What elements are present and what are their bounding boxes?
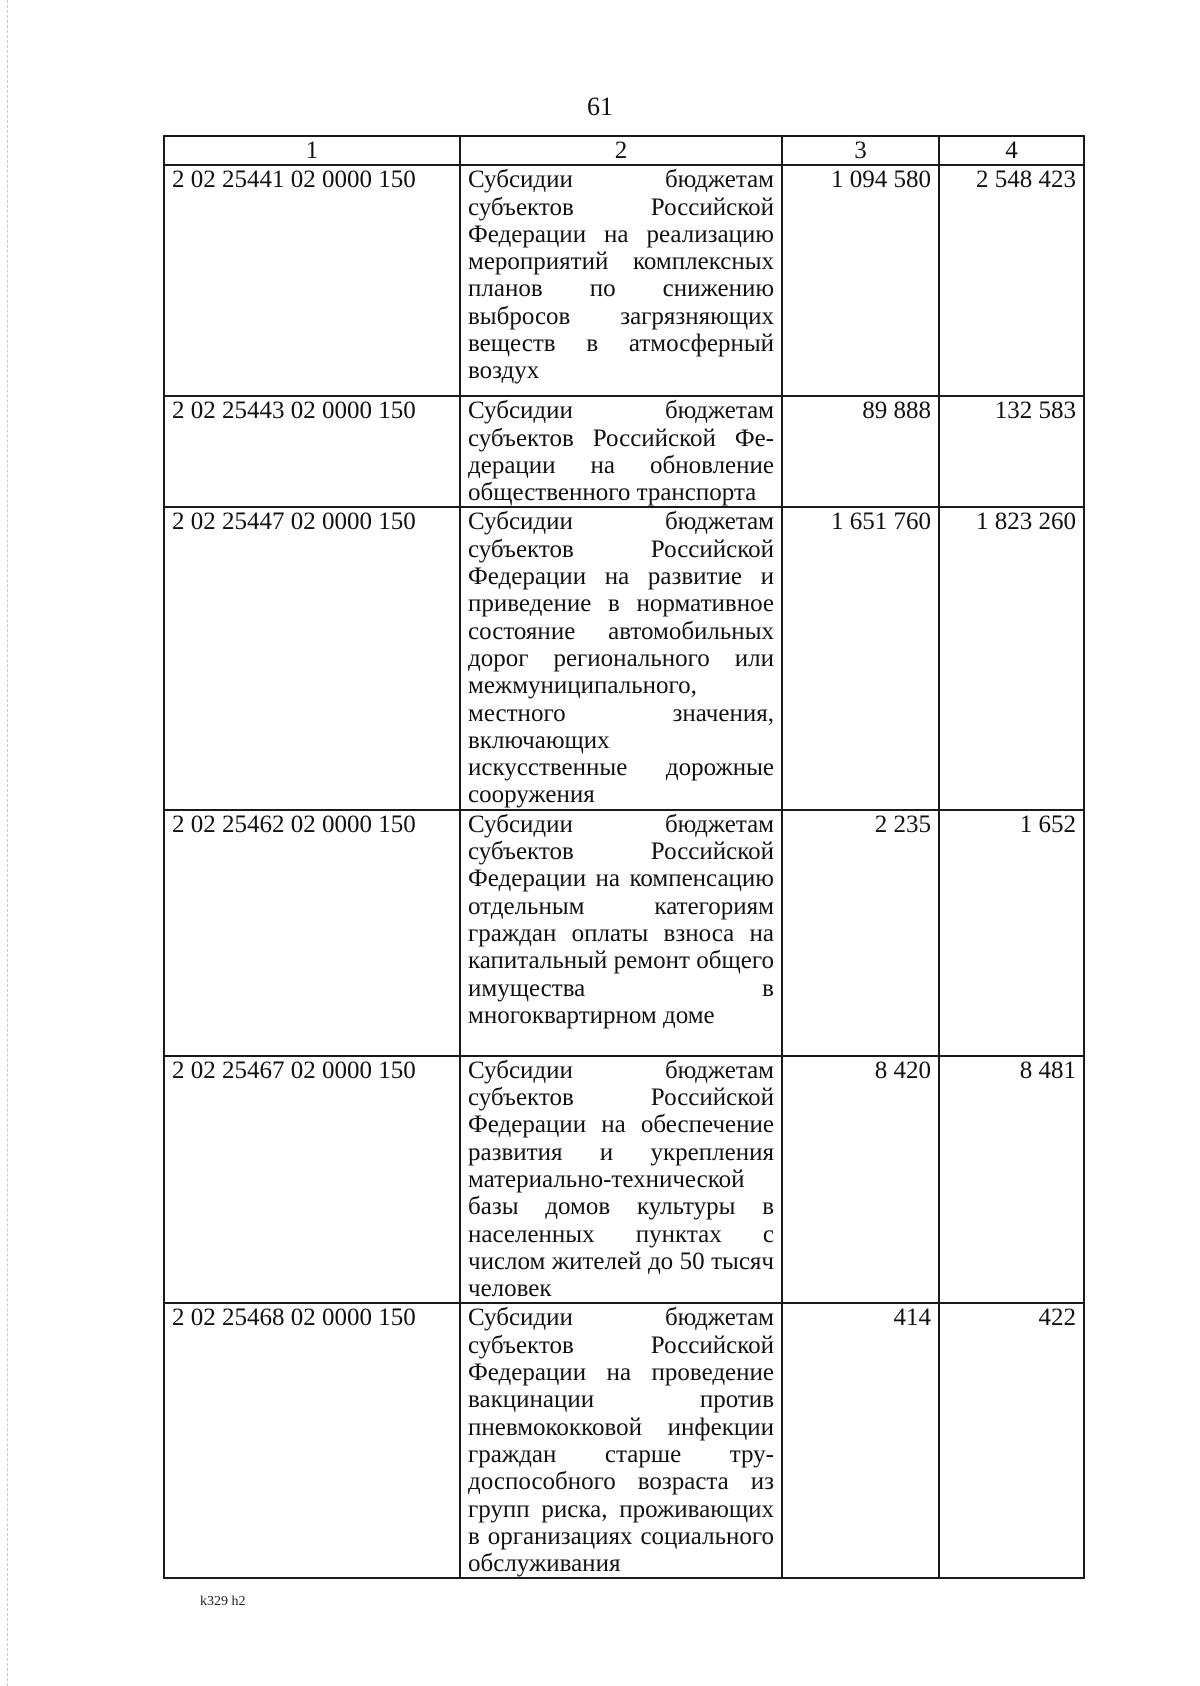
column-header-3: 3 [782,136,939,165]
description-cell: Субсидии бюджетам субъектов Российской Федерации на развитие и приведение в нормативное состояние автомобильных дорог регионального или межмуниципального, местного значения, включающих искусственные дорожные сооружения [460,507,782,809]
value-col3-cell: 1 094 580 [782,165,939,396]
page-number: 61 [587,92,613,121]
table-row [164,396,1084,507]
table-row [164,507,1084,809]
value-col3-cell: 1 651 760 [782,507,939,809]
scan-margin-line [7,0,8,1686]
value-col3-cell: 2 235 [782,810,939,1056]
budget-code-cell: 2 02 25468 02 0000 150 [164,1303,460,1578]
budget-code-cell: 2 02 25441 02 0000 150 [164,165,460,396]
description-cell: Субсидии бюджетам субъектов Российской Федерации на обновление общественного транспорта [460,396,782,507]
description-cell: Субсидии бюджетам субъектов Российской Федерации на компенсацию отдельным категориям граждан оплаты взноса на капитальный ремонт общего имущества в многоквартирном доме [460,810,782,1056]
column-header-2: 2 [460,136,782,165]
table-row [164,1303,1084,1578]
budget-code-cell: 2 02 25447 02 0000 150 [164,507,460,809]
description-cell: Субсидии бюджетам субъектов Российской Федерации на проведение вакцинации против пневмококковой инфекции граждан старше трудоспособного возраста из групп риска, проживающих в организациях социального обслуживания [460,1303,782,1578]
value-col4-cell: 1 823 260 [939,507,1084,809]
document-footer-code: k329 h2 [200,1594,246,1609]
budget-code-cell: 2 02 25462 02 0000 150 [164,810,460,1056]
value-col3-cell: 414 [782,1303,939,1578]
value-col4-cell: 422 [939,1303,1084,1578]
value-col4-cell: 1 652 [939,810,1084,1056]
value-col3-cell: 89 888 [782,396,939,507]
table-row [164,165,1084,396]
value-col4-cell: 132 583 [939,396,1084,507]
description-cell: Субсидии бюджетам субъектов Российской Федерации на реализацию мероприятий комплексных планов по снижению выбросов загрязняющих веществ в атмосферный воздух [460,165,782,396]
description-cell: Субсидии бюджетам субъектов Российской Федерации на обеспечение развития и укрепления материально-технической базы домов культуры в населенных пунктах с числом жителей до 50 тысяч человек [460,1056,782,1304]
value-col4-cell: 2 548 423 [939,165,1084,396]
column-header-4: 4 [939,136,1084,165]
budget-table [163,135,1085,1579]
table-header-row [164,136,1084,165]
budget-code-cell: 2 02 25467 02 0000 150 [164,1056,460,1304]
column-header-1: 1 [164,136,460,165]
table-row [164,810,1084,1056]
value-col4-cell: 8 481 [939,1056,1084,1304]
budget-code-cell: 2 02 25443 02 0000 150 [164,396,460,507]
value-col3-cell: 8 420 [782,1056,939,1304]
table-row [164,1056,1084,1304]
